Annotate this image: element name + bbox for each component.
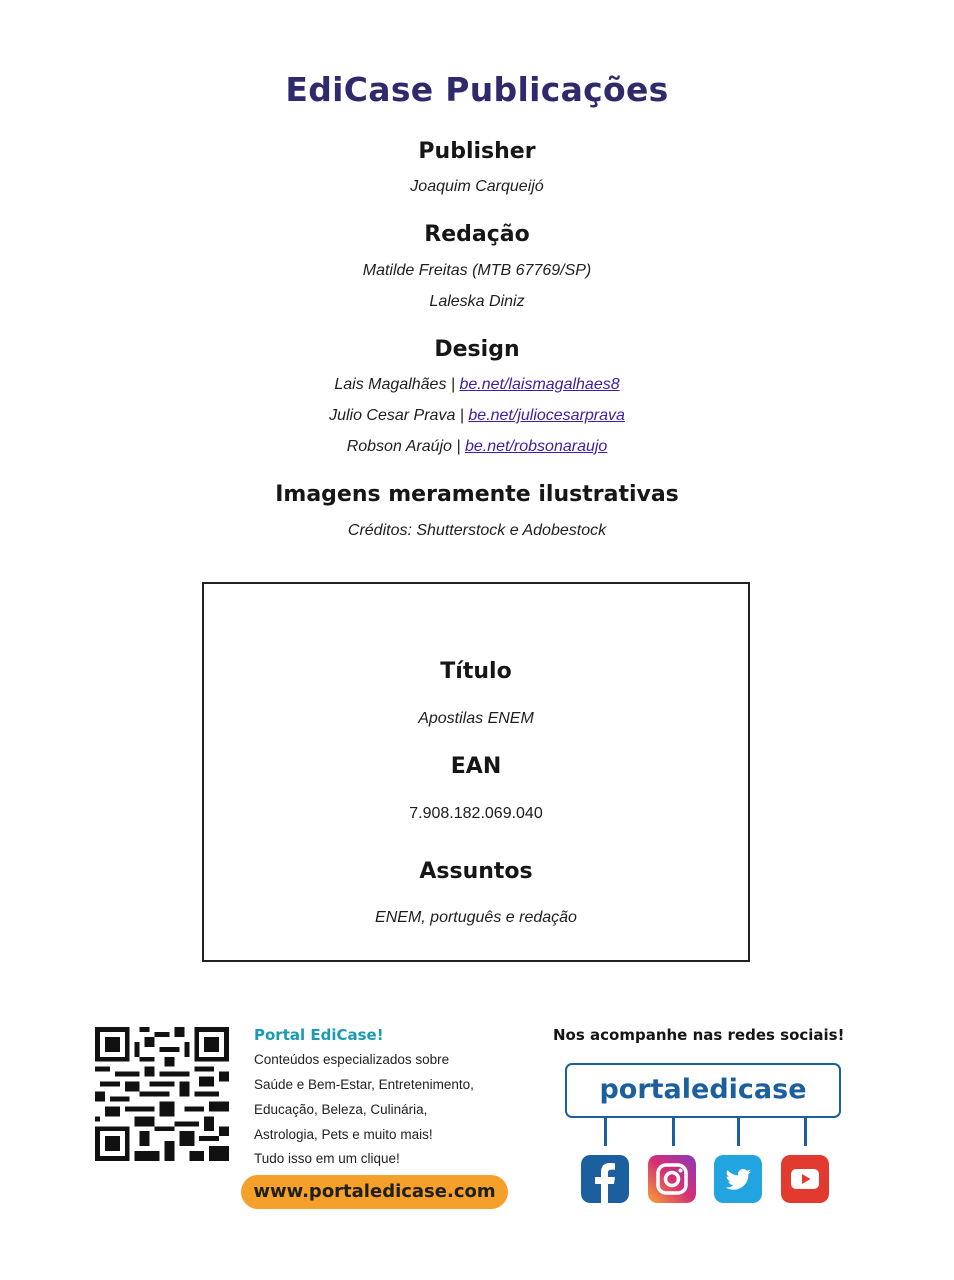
publisher-heading: Publisher bbox=[418, 139, 536, 164]
social-handle[interactable]: portaledicase bbox=[565, 1063, 841, 1118]
designer-link[interactable]: be.net/robsonaraujo bbox=[464, 438, 608, 455]
publisher-name: Joaquim Carqueijó bbox=[410, 178, 544, 195]
portal-description-line: Conteúdos especializados sobre bbox=[254, 1052, 450, 1067]
youtube-icon[interactable] bbox=[781, 1155, 829, 1203]
design-credit bbox=[0, 438, 954, 456]
images-heading: Imagens meramente ilustrativas bbox=[275, 482, 679, 507]
instagram-icon[interactable] bbox=[648, 1155, 696, 1203]
ean-heading: EAN bbox=[450, 754, 502, 779]
connector-line bbox=[672, 1118, 675, 1146]
portal-description-line: Saúde e Bem-Estar, Entretenimento, bbox=[254, 1077, 474, 1092]
product-info-box bbox=[202, 582, 750, 962]
designer-name: Robson Araújo | bbox=[346, 438, 465, 455]
subjects-heading: Assuntos bbox=[419, 859, 533, 884]
social-title: Nos acompanhe nas redes sociais! bbox=[553, 1026, 845, 1044]
connector-line bbox=[737, 1118, 740, 1146]
images-credit: Créditos: Shutterstock e Adobestock bbox=[347, 522, 607, 539]
design-credit bbox=[0, 376, 954, 394]
design-credit bbox=[0, 407, 954, 425]
qr-code[interactable] bbox=[95, 1026, 229, 1162]
portal-title: Portal EdiCase! bbox=[254, 1026, 384, 1044]
redacao-name: Matilde Freitas (MTB 67769/SP) bbox=[362, 262, 592, 279]
title-value: Apostilas ENEM bbox=[418, 710, 534, 727]
page-title: EdiCase Publicações bbox=[285, 70, 669, 109]
designer-name: Lais Magalhães | bbox=[334, 376, 460, 393]
portal-url-button[interactable]: www.portaledicase.com bbox=[241, 1175, 508, 1209]
connector-line bbox=[604, 1118, 607, 1146]
designer-link[interactable]: be.net/juliocesarprava bbox=[468, 407, 625, 424]
subjects-value: ENEM, português e redação bbox=[375, 909, 577, 926]
design-heading: Design bbox=[434, 337, 520, 362]
twitter-icon[interactable] bbox=[714, 1155, 762, 1203]
designer-name: Julio Cesar Prava | bbox=[329, 407, 469, 424]
redacao-heading: Redação bbox=[424, 222, 530, 247]
facebook-icon[interactable] bbox=[581, 1155, 629, 1203]
portal-description-line: Astrologia, Pets e muito mais! bbox=[254, 1127, 433, 1142]
portal-description-line: Educação, Beleza, Culinária, bbox=[254, 1102, 428, 1117]
title-heading: Título bbox=[440, 659, 512, 684]
designer-link[interactable]: be.net/laismagalhaes8 bbox=[459, 376, 620, 393]
redacao-name: Laleska Diniz bbox=[429, 293, 525, 310]
portal-description-line: Tudo isso em um clique! bbox=[254, 1151, 400, 1166]
ean-value: 7.908.182.069.040 bbox=[409, 805, 543, 822]
connector-line bbox=[804, 1118, 807, 1146]
